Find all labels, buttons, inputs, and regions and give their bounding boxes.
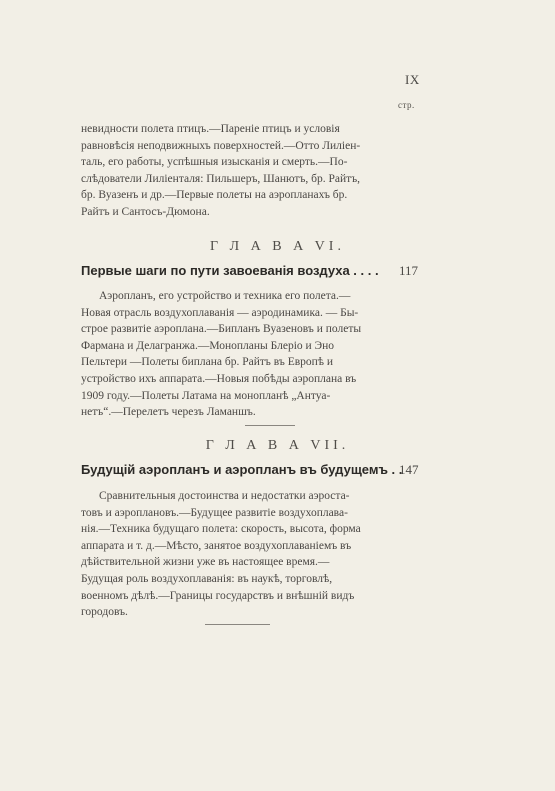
text-line: 1909 году.—Полеты Латама на монопланѣ „Антуа- (81, 389, 331, 402)
text-line: Новая отрасль воздухоплаванiя — аэродинамика. — Бы- (81, 306, 359, 319)
chapter-summary (81, 288, 387, 421)
text-line: Фармана и Делагранжа.—Монопланы Блерiо и Эно (81, 339, 335, 352)
chapter-title: Будущiй аэропланъ и аэропланъ въ будущемъ . . (81, 462, 403, 477)
text-line: Сравнительныя достоинства и недостатки аэроста- (99, 490, 350, 502)
text-line: таль, его работы, успѣшныя изысканiя и смерть.—По- (81, 156, 348, 169)
text-line: городовъ. (81, 606, 128, 619)
chapter-title: Первые шаги по пути завоеванiя воздуха . . . . (81, 263, 379, 278)
text-line: слѣдователи Лилiенталя: Пильшеръ, Шанютъ, бр. Райтъ, (81, 172, 361, 185)
text-line: военномъ дѣлѣ.—Границы государствъ и внѣшнiй видъ (81, 589, 355, 602)
text-line: устройство ихъ аппарата.—Новыя побѣды аэроплана въ (81, 372, 357, 385)
text-line: Райтъ и Сантосъ-Дюмона. (81, 205, 210, 218)
text-line: Будущая роль воздухоплаванiя: въ наукѣ, торговлѣ, (81, 572, 333, 585)
page-column-label: стр. (398, 100, 415, 110)
text-line: строе развитiе аэроплана.—Бипланъ Вуазеновъ и полеты (81, 323, 362, 336)
text-line: нетъ“.—Перелетъ черезъ Ламаншъ. (81, 406, 256, 419)
chapter-page-number: 147 (399, 462, 419, 477)
text-line: Аэропланъ, его устройство и техника его полета.— (99, 290, 351, 302)
text-line: равновѣсiя неподвижныхъ поверхностей.—Отто Лилiен- (81, 139, 361, 152)
page-number: IX (405, 72, 420, 87)
text-line: невидности полета птицъ.—Паренiе птицъ и условiя (81, 123, 340, 135)
text-line: дѣйствительной жизни уже въ настоящее время.— (81, 556, 330, 569)
chapter-heading: Г Л А В А VII. (205, 438, 350, 453)
text-line: товъ и аэроплановъ.—Будущее развитiе воздухоплава- (81, 506, 348, 519)
text-line: Пельтери —Полеты биплана бр. Райтъ въ Европѣ и (81, 356, 334, 369)
chapter-page-number: 117 (399, 263, 419, 278)
text-line: аппарата и т. д.—Мѣсто, занятое воздухоплаванiемъ въ (81, 539, 352, 552)
text-line: нiя.—Техника будущаго полета: скорость, высота, форма (81, 523, 361, 536)
chapter-heading: Г Л А В А VI. (210, 239, 345, 254)
continued-paragraph (81, 121, 387, 221)
section-divider (245, 425, 295, 426)
chapter-summary (81, 488, 387, 621)
section-divider (205, 624, 270, 625)
text-line: бр. Вуазенъ и др.—Первые полеты на аэропланахъ бр. (81, 189, 348, 202)
